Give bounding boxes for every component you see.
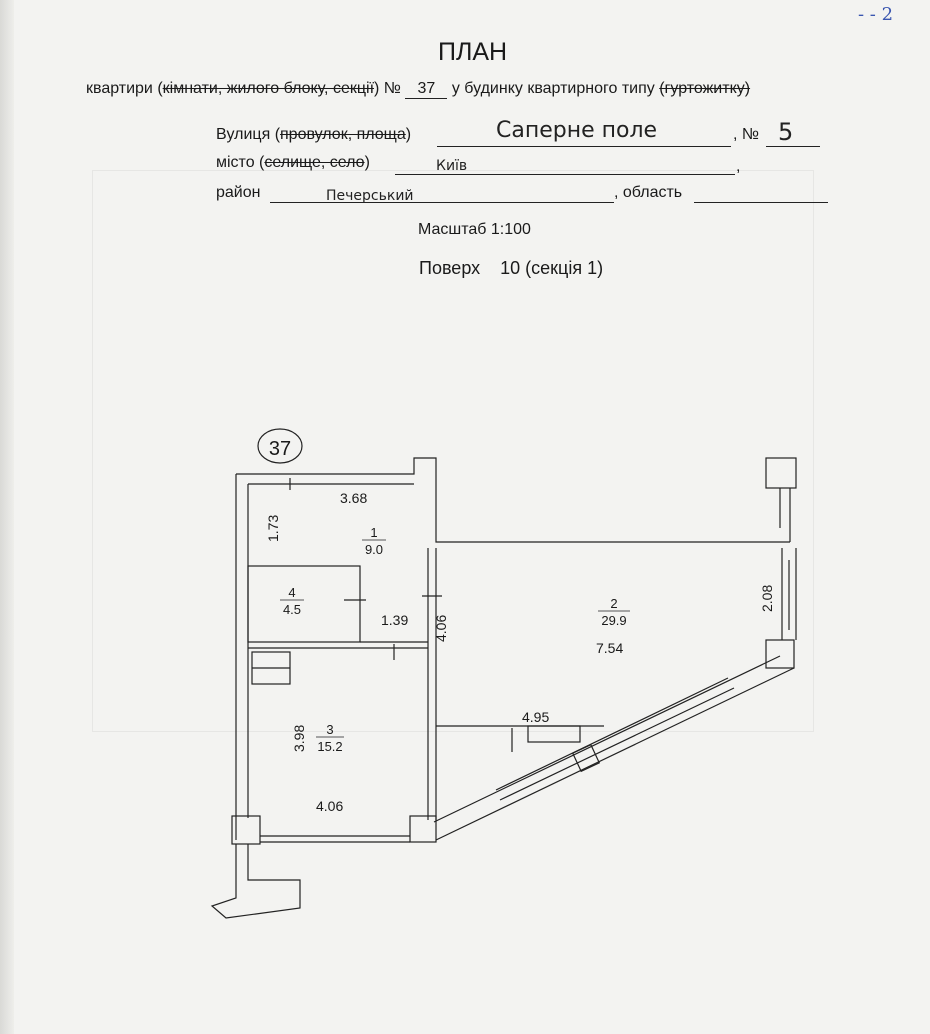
city-strike: селище, село (264, 154, 365, 171)
subtitle-strike: кімнати, жилого блоку, секції (162, 80, 375, 97)
street-value: Саперне поле (496, 118, 658, 143)
outer-wall (236, 458, 790, 542)
room-label-4 (280, 585, 304, 617)
room4-box (248, 566, 360, 642)
column-bottom-right (410, 816, 436, 842)
dim-4-06-horizontal: 4.06 (316, 798, 344, 814)
subtitle-suffix: у будинку квартирного типу (451, 80, 655, 97)
region-label: , область (614, 184, 683, 201)
district-label: район (216, 184, 261, 201)
room-label-1 (362, 525, 386, 557)
apartment-badge (258, 429, 302, 463)
column-top-right (766, 458, 796, 488)
apartment-number: 37 (405, 80, 447, 99)
dim-4-06-vertical: 4.06 (433, 614, 449, 642)
room-3-number: 3 (326, 722, 334, 737)
house-value: 5 (778, 118, 794, 146)
dim-3-68: 3.68 (340, 490, 368, 506)
scale-label: Масштаб 1:100 (418, 221, 531, 238)
diagonal-window (500, 688, 734, 800)
room-label-2 (598, 596, 630, 628)
apartment-badge-number: 37 (268, 438, 292, 460)
room-3-area: 15.2 (317, 739, 343, 754)
house-label: , № (733, 126, 760, 143)
room-4-number: 4 (288, 585, 296, 600)
room-4-area: 4.5 (282, 602, 302, 617)
dim-3-98: 3.98 (291, 724, 307, 752)
street-strike: провулок, площа (280, 126, 406, 143)
dim-2-08: 2.08 (759, 584, 775, 612)
column-right (766, 640, 794, 668)
subtitle-prefix: квартири ( (86, 80, 163, 97)
dim-4-95: 4.95 (522, 709, 550, 725)
kitchen-counter (528, 726, 580, 742)
corner-handwritten-mark: - - 2 (858, 4, 894, 25)
city-label-line: місто (селище, село) (216, 154, 370, 171)
subtitle-strike-dormitory: (гуртожитку) (659, 80, 751, 97)
dim-7-54: 7.54 (596, 640, 624, 656)
room-2-number: 2 (610, 596, 618, 611)
dim-1-73: 1.73 (265, 514, 281, 542)
room-1-number: 1 (370, 525, 378, 540)
diagonal-wall-outer (436, 668, 794, 840)
floor-label: Поверх 10 (секція 1) (419, 258, 604, 278)
street-label-line: Вулиця (провулок, площа) (216, 126, 412, 143)
diagonal-wall-inner (434, 656, 780, 822)
diagonal-window-2 (496, 678, 728, 790)
page-title: ПЛАН (438, 38, 508, 66)
room-1-area: 9.0 (364, 542, 384, 557)
subtitle-mid: ) № (374, 80, 401, 97)
balcony (212, 844, 300, 918)
city-comma: , (736, 158, 741, 175)
city-value: Київ (436, 158, 468, 174)
dim-1-39: 1.39 (381, 612, 409, 628)
room-2-area: 29.9 (601, 613, 627, 628)
room-label-3 (316, 722, 344, 754)
district-value: Печерський (326, 188, 414, 204)
